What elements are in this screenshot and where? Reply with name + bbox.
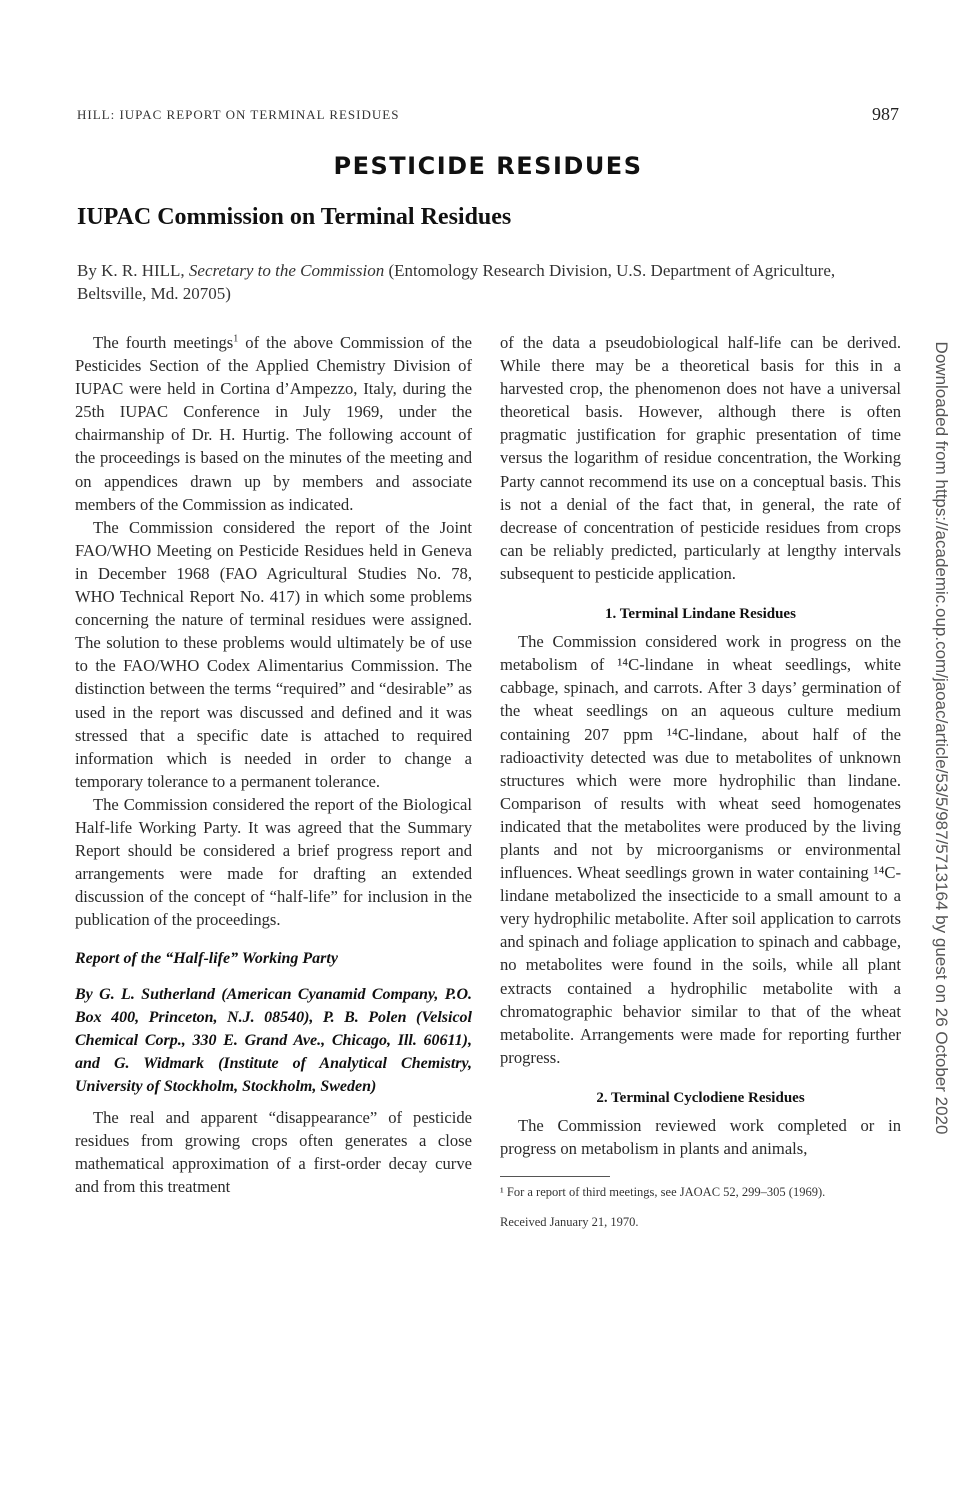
section-heading-cyclodiene: 2. Terminal Cyclodiene Residues [596, 1089, 805, 1106]
subsection-authors: By G. L. Sutherland (American Cyanamid Company, P.O. Box 400, Princeton, N.J. 08540), P. B. Polen (Velsicol Chemical Corp., 330 E. Grand Ave., Chicago, Ill. 60611), and G. Widmark (Institute of Analytical Chemistry, University of Stockholm, Stockholm, Sweden) [75, 985, 472, 1095]
paragraph-text: The fourth meetings [93, 333, 234, 352]
byline-affiliation: (Entomology Research Division, U.S. Department of Agriculture, Beltsville, Md. 20705) [77, 261, 836, 303]
paragraph [75, 331, 472, 516]
paragraph: of the data a pseudobiological half-life can be derived. While there may be a theoretical basis for this in a harvested crop, the phenomenon does not have a universal theoretical basis. However, although there is often pragmatic justification for graphic presentation of time versus the logarithm of residue concentration, the Working Party cannot recommend its use on a conceptual basis. This is not a denial of the fact that, in general, the rate of decrease of concentration of pesticide residues from crops can be reliably predicted, particularly at lengthy intervals subsequent to pesticide application. [500, 333, 901, 583]
received-date: Received January 21, 1970. [500, 1215, 639, 1230]
paragraph-text: of the above Commission of the Pesticides Section of the Applied Chemistry Division of IUPAC were held in Cortina d’Ampezzo, Italy, during the 25th IUPAC Conference in July 1969, under the chairmanship of Dr. H. Hurtig. The following account of the proceedings is based on the minutes of the meeting and on appendices drawn up by members and associate members of the Commission as indicated. [75, 333, 472, 514]
byline-role: Secretary to the Commission [188, 261, 385, 280]
paragraph: The real and apparent “disappearance” of pesticide residues from growing crops often generates a close mathematical approximation of a first-order decay curve and from this treatment [75, 1107, 472, 1196]
footnote-ref: 1 [233, 333, 239, 345]
subsection-heading: Report of the “Half-life” Working Party [75, 950, 338, 968]
footnote-divider [500, 1176, 610, 1177]
section-title: PESTICIDE RESIDUES [333, 152, 643, 180]
footnote: ¹ For a report of third meetings, see JAOAC 52, 299–305 (1969). [500, 1185, 826, 1200]
article-title: IUPAC Commission on Terminal Residues [77, 204, 512, 230]
page-number: 987 [872, 104, 899, 124]
byline [77, 259, 907, 305]
paragraph: The Commission considered work in progress on the metabolism of ¹⁴C-lindane in wheat seedlings, white cabbage, spinach, and carrots. After 3 days’ germination of the wheat seedlings on an aqueous culture medium containing 207 ppm ¹⁴C-lindane, about half of the radioactivity detected was due to metabolites of unknown structures which were more hydrophilic than lindane. Comparison of results with wheat seed homogenates indicated that the metabolites were produced by the living plants and not by microorganisms or environmental influences. Wheat seedlings grown in water containing ¹⁴C-lindane metabolized the insecticide to a small amount to a very hydrophilic metabolite. After soil application to carrots and spinach and foliage application to spinach and cabbage, no metabolites were found in the soils, while all plant extracts contained a hydrophilic metabolite with a chromatographic behavior similar to that of the wheat metabolite. Arrangements were made for reporting further progress. [500, 632, 901, 1067]
byline-author: By K. R. HILL, [77, 261, 185, 280]
paragraph: The Commission considered the report of the Biological Half-life Working Party. It was agreed that the Summary Report should be considered a brief progress report and arrangements were made for drafting an extended discussion of the concept of “half-life” for inclusion in the publication of the proceedings. [75, 794, 472, 930]
right-column [500, 331, 901, 1234]
left-column [75, 331, 472, 1198]
download-watermark: Downloaded from https://academic.oup.com/jaoac/article/53/5/987/5713164 by guest on 26 October 2020 [932, 341, 951, 1135]
paragraph: The Commission considered the report of the Joint FAO/WHO Meeting on Pesticide Residues held in Geneva in December 1968 (FAO Agricultural Studies No. 78, WHO Technical Report No. 417) in which some problems concerning the nature of terminal residues were assigned. The solution to these problems would ultimately be of use to the FAO/WHO Codex Alimentarius Commission. The distinction between the terms “required” and “desirable” as used in the report was discussed and defined and it was stressed that a specific date is attached to required information which is needed in order to change a temporary tolerance to a permanent tolerance. [75, 517, 472, 791]
section-heading-lindane: 1. Terminal Lindane Residues [605, 606, 796, 623]
running-head: HILL: IUPAC REPORT ON TERMINAL RESIDUES [77, 107, 400, 122]
paragraph: The Commission reviewed work completed or in progress on metabolism in plants and animals, [500, 1116, 901, 1159]
